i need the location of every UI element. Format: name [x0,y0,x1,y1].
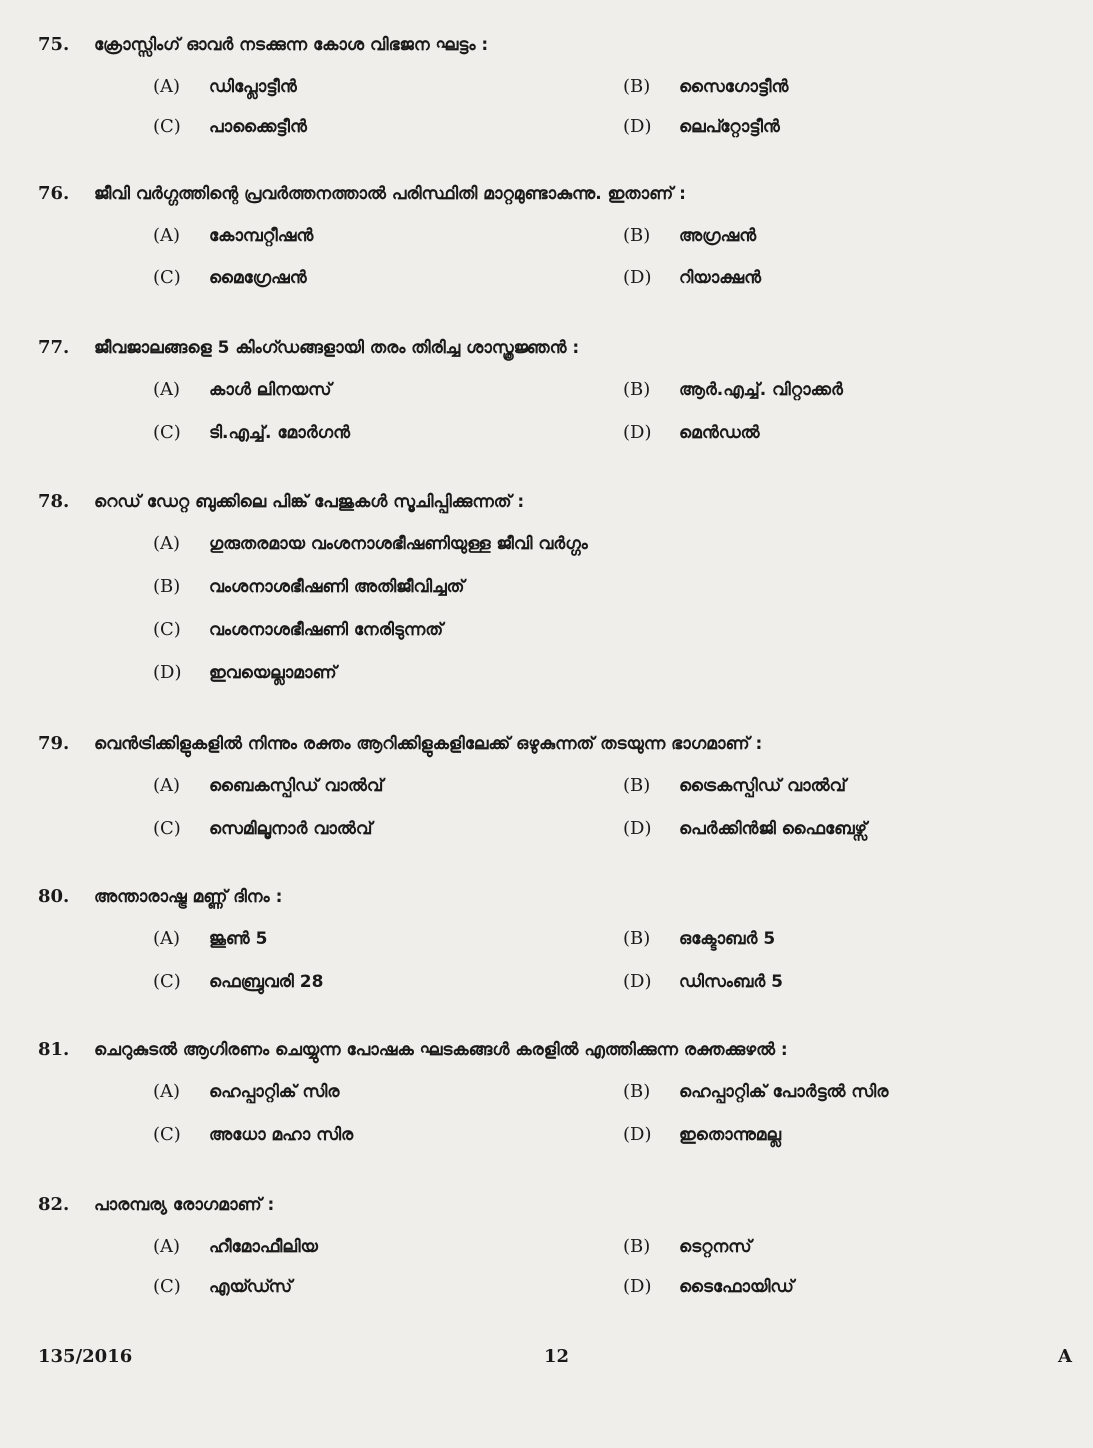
option-text: ആർ.എച്ച്. വിറ്റാക്കർ [679,380,843,400]
option-label: (B) [623,379,651,400]
question-number: 82. [38,1194,70,1215]
option-text: റിയാക്ഷൻ [679,268,761,288]
question-stem [38,491,1078,512]
option-text: ഒക്ടോബർ 5 [679,929,776,949]
option-b [153,576,464,597]
option-text: എയ്ഡ്സ് [209,1277,293,1297]
option-text: സെമിലൂനാർ വാൽവ് [209,819,373,839]
option-text: പെർക്കിൻജി ഫൈബേഴ്സ് [679,819,867,839]
question-text: അന്താരാഷ്ട്ര മണ്ണ് ദിനം : [94,887,283,907]
option-a [153,76,297,97]
option-d [623,267,761,288]
option-text: അഗ്രഷൻ [679,226,757,246]
option-c [153,1276,292,1297]
option-label: (A) [153,379,181,400]
option-text: ഹെപ്പാറ്റിക് സിര [209,1082,340,1102]
option-text: ടി.എച്ച്. മോർഗൻ [209,423,351,443]
option-label: (A) [153,1081,181,1102]
option-text: ടെറ്റനസ് [679,1237,752,1257]
option-b [623,76,788,97]
option-label: (C) [153,1276,181,1297]
option-a [153,225,313,246]
option-text: കോമ്പറ്റീഷൻ [209,226,314,246]
option-text: മൈഗ്രേഷൻ [209,268,307,288]
option-label: (B) [623,775,651,796]
option-text: ബൈകസ്പിഡ് വാൽവ് [209,776,384,796]
option-label: (B) [623,1081,651,1102]
option-label: (D) [623,422,652,443]
option-label: (B) [623,1236,651,1257]
question-number: 76. [38,183,70,204]
option-text: വംശനാശഭീഷണി നേരിടുന്നത് [209,620,444,640]
option-c [153,619,443,640]
option-c [153,971,323,992]
question-text: ക്രോസ്സിംഗ് ഓവർ നടക്കുന്ന കോശ വിഭജന ഘട്ടം : [94,35,489,55]
option-label: (C) [153,619,181,640]
question-stem [38,1039,1078,1060]
option-d [623,971,783,992]
question-text: ചെറുകുടൽ ആഗിരണം ചെയ്യുന്ന പോഷക ഘടകങ്ങൾ കരളിൽ എത്തിക്കുന്ന രക്തക്കുഴൽ : [94,1040,788,1060]
option-label: (D) [623,1124,652,1145]
option-text: ഡിപ്ലോട്ടീൻ [209,77,297,97]
question-stem [38,733,1078,754]
option-a [153,533,588,554]
option-label: (A) [153,225,181,246]
question-text: റെഡ് ഡേറ്റ ബുക്കിലെ പിങ്ക് പേജുകൾ സൂചിപ്പിക്കുന്നത് : [94,492,525,512]
option-text: ഹീമോഫീലിയ [209,1237,318,1257]
option-text: ഡിസംബർ 5 [679,972,783,992]
option-label: (D) [153,662,182,683]
option-text: ട്രൈകസ്പിഡ് വാൽവ് [679,776,847,796]
exam-code: 135/2016 [38,1346,133,1367]
option-label: (C) [153,971,181,992]
option-d [623,1276,794,1297]
option-label: (D) [623,971,652,992]
option-a [153,775,383,796]
question-stem [38,1194,1078,1215]
option-label: (C) [153,422,181,443]
option-d [623,422,760,443]
question-number: 75. [38,34,70,55]
option-label: (D) [623,818,652,839]
option-a [153,1236,318,1257]
option-c [153,116,307,137]
option-b [623,379,843,400]
option-text: സൈഗോട്ടീൻ [679,77,789,97]
option-text: ഇവയെല്ലാമാണ് [209,663,337,683]
question-number: 79. [38,733,70,754]
option-label: (D) [623,267,652,288]
option-text: ഇതൊന്നുമല്ല [679,1125,781,1145]
option-b [623,928,775,949]
question-stem [38,34,1078,55]
option-label: (A) [153,775,181,796]
option-label: (C) [153,1124,181,1145]
option-d [153,662,337,683]
question-text: ജീവി വർഗ്ഗത്തിന്റെ പ്രവർത്തനത്താൽ പരിസ്ഥിതി മാറ്റമുണ്ടാകുന്നു. ഇതാണ് : [94,184,686,204]
option-label: (A) [153,1236,181,1257]
option-text: അധോ മഹാ സിര [209,1125,354,1145]
option-text: ഫെബ്രുവരി 28 [209,972,324,992]
question-number: 80. [38,886,70,907]
option-label: (D) [623,116,652,137]
option-label: (B) [623,76,651,97]
option-label: (D) [623,1276,652,1297]
option-b [623,225,756,246]
option-text: ഹെപ്പാറ്റിക് പോർട്ടൽ സിര [679,1082,889,1102]
option-text: കാൾ ലിനയസ് [209,380,332,400]
option-a [153,928,267,949]
option-b [623,1236,752,1257]
page-number: 12 [544,1346,570,1367]
option-text: മെൻഡൽ [679,423,760,443]
question-stem [38,183,1078,204]
option-label: (C) [153,267,181,288]
option-c [153,267,307,288]
question-number: 77. [38,337,70,358]
option-d [623,116,780,137]
question-stem [38,886,1078,907]
option-text: ജൂൺ 5 [209,929,268,949]
option-label: (B) [623,225,651,246]
option-b [623,1081,888,1102]
question-stem [38,337,1078,358]
option-a [153,379,332,400]
option-text: ഗുരുതരമായ വംശനാശഭീഷണിയുള്ള ജീവി വർഗ്ഗം [209,534,588,554]
option-text: ടൈഫോയിഡ് [679,1277,794,1297]
option-d [623,1124,781,1145]
question-number: 81. [38,1039,70,1060]
option-label: (B) [623,928,651,949]
option-label: (B) [153,576,181,597]
option-c [153,818,372,839]
option-text: പാക്കൈട്ടീൻ [209,117,307,137]
option-label: (A) [153,533,181,554]
question-number: 78. [38,491,70,512]
question-text: ജീവജാലങ്ങളെ 5 കിംഗ്ഡങ്ങളായി തരം തിരിച്ച ശാസ്ത്രജ്ഞൻ : [94,338,580,358]
option-label: (C) [153,818,181,839]
option-c [153,1124,353,1145]
option-label: (A) [153,928,181,949]
question-text: പാരമ്പര്യ രോഗമാണ് : [94,1195,275,1215]
option-label: (C) [153,116,181,137]
option-d [623,818,867,839]
option-text: ലെപ്റ്റോട്ടീൻ [679,117,780,137]
option-c [153,422,350,443]
option-label: (A) [153,76,181,97]
question-text: വെൻട്രിക്കിളുകളിൽ നിന്നും രക്തം ആറിക്കിളുകളിലേക്ക് ഒഴുകുന്നത് തടയുന്ന ഭാഗമാണ് : [94,734,763,754]
option-text: വംശനാശഭീഷണി അതിജീവിച്ചത് [209,577,465,597]
series-letter: A [1058,1346,1072,1367]
option-a [153,1081,339,1102]
option-b [623,775,846,796]
